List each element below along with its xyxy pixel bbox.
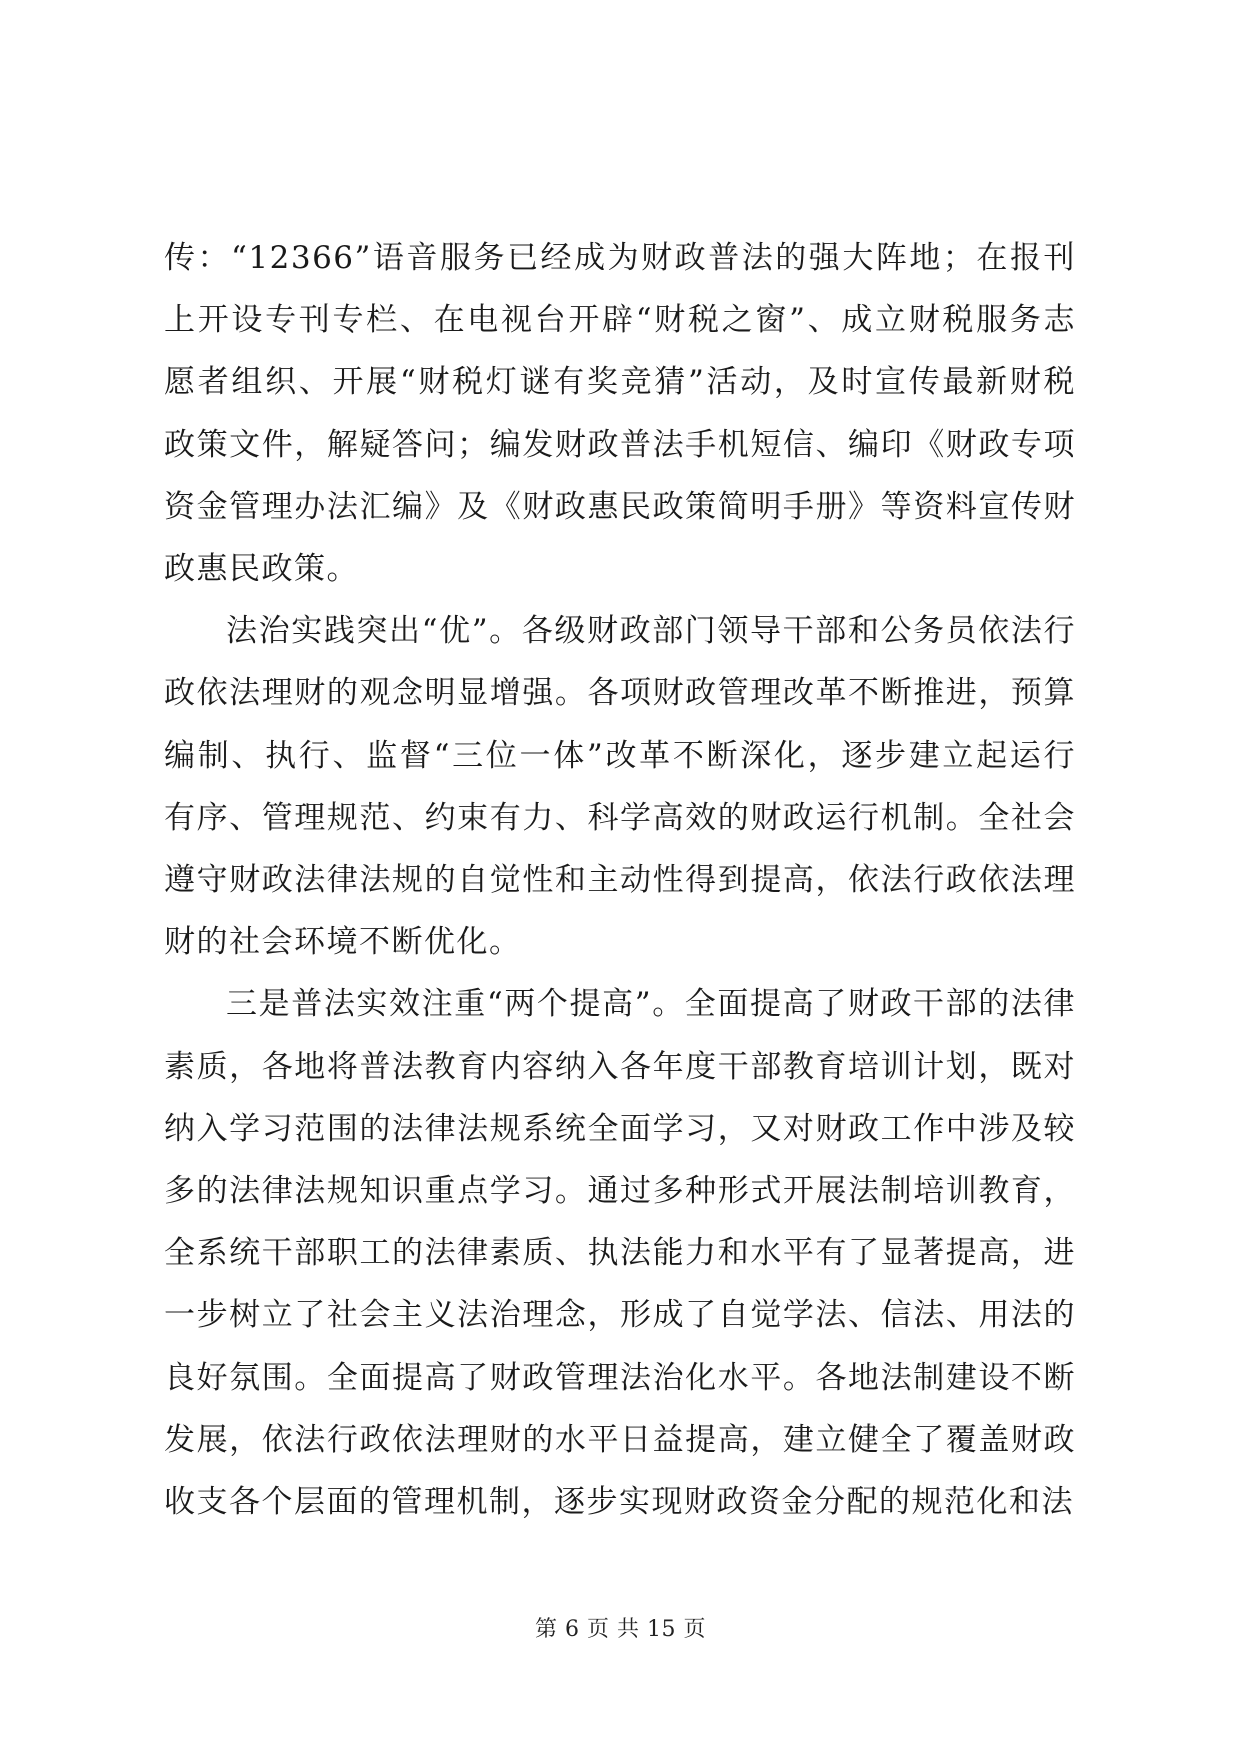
page-number-label: 第 6 页 共 15 页 <box>535 1617 706 1642</box>
paragraph-continuation: 传：“12366”语音服务已经成为财政普法的强大阵地；在报刊上开设专刊专栏、在电视台开辟“财税之窗”、成立财税服务志愿者组织、开展“财税灯谜有奖竞猜”活动，及时宣传最新财税政策文件，解疑答问；编发财政普法手机短信、编印《财政专项资金管理办法汇编》及《财政惠民政策简明手册》等资料宣传财政惠民政策。 <box>164 240 1076 588</box>
document-body <box>164 227 1076 1533</box>
paragraph-two-improvements: 三是普法实效注重“两个提高”。全面提高了财政干部的法律素质，各地将普法教育内容纳入各年度干部教育培训计划，既对纳入学习范围的法律法规系统全面学习，又对财政工作中涉及较多的法律法规知识重点学习。通过多种形式开展法制培训教育，全系统干部职工的法律素质、执法能力和水平有了显著提高，进一步树立了社会主义法治理念，形成了自觉学法、信法、用法的良好氛围。全面提高了财政管理法治化水平。各地法制建设不断发展，依法行政依法理财的水平日益提高，建立健全了覆盖财政收支各个层面的管理机制，逐步实现财政资金分配的规范化和法 <box>164 986 1076 1521</box>
paragraph-rule-of-law-practice: 法治实践突出“优”。各级财政部门领导干部和公务员依法行政依法理财的观念明显增强。各项财政管理改革不断推进，预算编制、执行、监督“三位一体”改革不断深化，逐步建立起运行有序、管理规范、约束有力、科学高效的财政运行机制。全社会遵守财政法律法规的自觉性和主动性得到提高，依法行政依法理财的社会环境不断优化。 <box>164 613 1076 961</box>
page-footer <box>0 1612 1241 1643</box>
